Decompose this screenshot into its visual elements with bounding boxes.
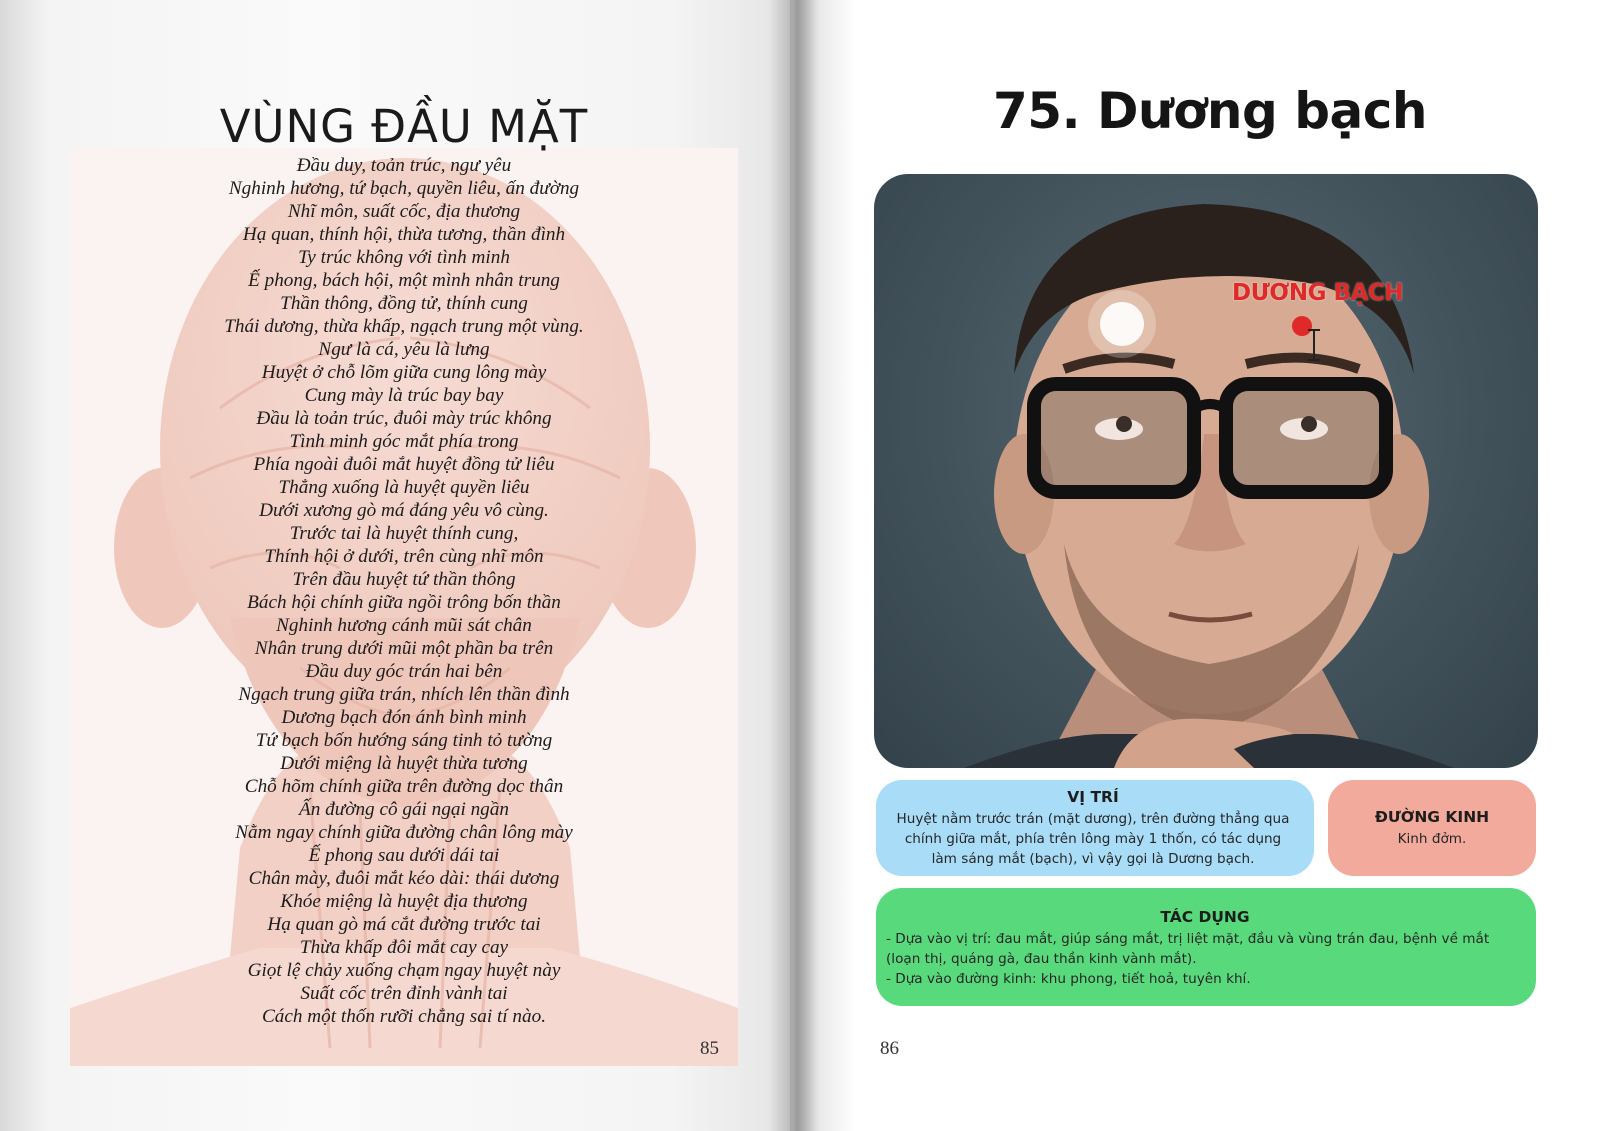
poem-line: Nhân trung dưới mũi một phần ba trên xyxy=(254,638,554,659)
left-page-title: VÙNG ĐẦU MẶT xyxy=(219,100,589,153)
poem-line: Thẳng xuống là huyệt quyền liêu xyxy=(278,477,530,498)
poem-line: Tình minh góc mắt phía trong xyxy=(289,431,519,452)
poem-line: Khóe miệng là huyệt địa thương xyxy=(280,891,528,912)
effect-heading: TÁC DỤNG xyxy=(1160,908,1250,926)
poem-line: Hạ quan, thính hội, thừa tương, thần đình xyxy=(242,224,566,245)
poem-line: Hạ quan gò má cắt đường trước tai xyxy=(267,914,541,935)
glow-sun-icon xyxy=(1088,290,1156,358)
meridian-box xyxy=(1328,780,1536,876)
poem-line: Thần thông, đồng tử, thính cung xyxy=(280,293,528,314)
position-heading: VỊ TRÍ xyxy=(1067,788,1119,806)
poem-line: Ế phong, bách hội, một mình nhân trung xyxy=(248,270,560,291)
poem-line: Trước tai là huyệt thính cung, xyxy=(289,523,519,544)
effect-line-2: - Dựa vào đường kinh: khu phong, tiết hoả, tuyên khí. xyxy=(886,971,1251,987)
poem-text xyxy=(70,154,738,1028)
poem-line: Ty trúc không với tình minh xyxy=(298,247,510,268)
poem-line: Nghinh hương, tứ bạch, quyền liêu, ấn đường xyxy=(228,178,580,199)
poem-line: Phía ngoài đuôi mắt huyệt đồng tử liêu xyxy=(253,454,555,475)
poem-line: Ế phong sau dưới dái tai xyxy=(308,845,500,866)
poem-line: Đầu duy góc trán hai bên xyxy=(305,661,503,682)
meridian-text: Kinh đởm. xyxy=(1397,831,1467,847)
man-portrait-photo xyxy=(874,174,1538,768)
poem-line: Cách một thốn rưỡi chẳng sai tí nào. xyxy=(262,1006,546,1027)
position-text: Huyệt nằm trước trán (mặt dương), trên đường thẳng qua chính giữa mắt, phía trên lông mày 1 thốn, có tác dụng làm sáng mắt (bạch), vì vậy gọi là Dương bạch. xyxy=(896,811,1290,867)
effect-line-1: - Dựa vào vị trí: đau mắt, giúp sáng mắt, trị liệt mặt, đầu và vùng trán đau, bệnh về mắt (loạn thị, quáng gà, đau thần kinh vành mắt). xyxy=(886,931,1490,967)
poem-line: Ấn đường cô gái ngại ngần xyxy=(299,799,509,820)
book-spine-shadow xyxy=(770,0,820,1131)
poem-line: Trên đầu huyệt tứ thần thông xyxy=(292,569,516,590)
poem-line: Thừa khấp đôi mắt cay cay xyxy=(299,937,509,958)
poem-line: Giọt lệ chảy xuống chạm ngay huyệt này xyxy=(247,960,561,981)
poem-line: Nằm ngay chính giữa đường chân lông mày xyxy=(235,822,573,843)
poem-line: Dương bạch đón ánh bình minh xyxy=(281,707,527,728)
poem-line: Tứ bạch bốn hướng sáng tinh tỏ tường xyxy=(255,730,553,751)
poem-line: Chân mày, đuôi mắt kéo dài: thái dương xyxy=(248,868,560,889)
poem-line: Ngạch trung giữa trán, nhích lên thần đình xyxy=(238,684,570,705)
poem-line: Thái dương, thừa khấp, ngạch trung một vùng. xyxy=(224,316,584,337)
acupoint-marker xyxy=(1292,316,1312,336)
acupoint-label: DƯƠNG BẠCH xyxy=(1232,280,1403,306)
poem-line: Ngư là cá, yêu là lưng xyxy=(318,339,490,360)
poem-line: Đầu là toản trúc, đuôi mày trúc không xyxy=(256,408,552,429)
poem-line: Dưới xương gò má đáng yêu vô cùng. xyxy=(259,500,549,521)
left-page xyxy=(0,0,790,1131)
poem-line: Bách hội chính giữa ngồi trông bốn thần xyxy=(247,592,561,613)
poem-line: Thính hội ở dưới, trên cùng nhĩ môn xyxy=(264,546,544,567)
right-page-title: 75. Dương bạch xyxy=(993,82,1427,140)
poem-line: Đầu duy, toản trúc, ngư yêu xyxy=(296,155,512,176)
position-box xyxy=(876,780,1314,876)
poem-line: Dưới miệng là huyệt thừa tương xyxy=(280,753,528,774)
poem-line: Cung mày là trúc bay bay xyxy=(304,385,504,406)
effect-box xyxy=(876,888,1536,1006)
poem-line: Chỗ hõm chính giữa trên đường dọc thân xyxy=(244,776,564,797)
poem-line: Nghinh hương cánh mũi sát chân xyxy=(276,615,532,636)
poem-line: Suất cốc trên đỉnh vành tai xyxy=(300,983,508,1004)
meridian-heading: ĐƯỜNG KINH xyxy=(1374,808,1490,826)
poem-line: Nhĩ môn, suất cốc, địa thương xyxy=(287,201,521,222)
page-number-left: 85 xyxy=(700,1038,719,1059)
poem-line: Huyệt ở chỗ lõm giữa cung lông mày xyxy=(261,362,547,383)
page-number-right: 86 xyxy=(880,1038,899,1059)
